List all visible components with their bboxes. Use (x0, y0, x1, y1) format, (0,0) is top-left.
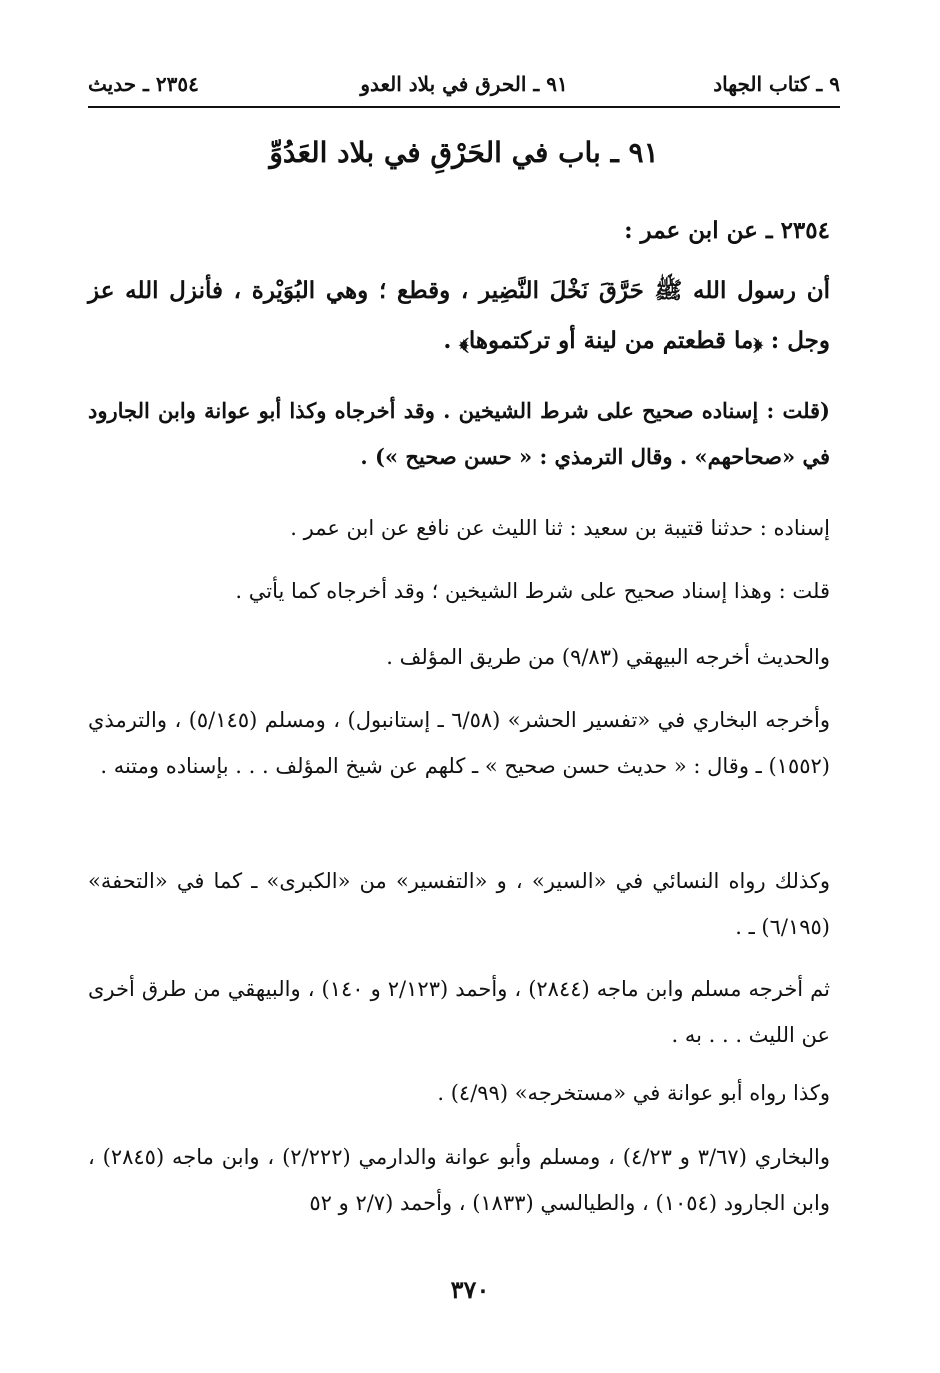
header-book-title: ٩ ـ كتاب الجهاد (713, 72, 840, 96)
running-header (88, 66, 840, 108)
hadith-text: أن رسول الله ﷺ حَرَّقَ نَخْلَ النَّضِير ، وقطع ؛ وهي البُوَيْرة ، فأنزل الله عز وجل : ﴿ما قطعتم من لينة أو تركتموها﴾ . (88, 277, 830, 354)
paragraph-muslim: ثم أخرجه مسلم وابن ماجه (٢٨٤٤) ، وأحمد (٢/١٢٣ و ١٤٠) ، والبيهقي من طرق أخرى عن الليث . . . به . (88, 977, 831, 1047)
paragraph-bukhari: وأخرجه البخاري في «تفسير الحشر» (٦/٥٨ ـ إستانبول) ، ومسلم (٥/١٤٥) ، والترمذي (١٥٥٢) ـ وقال : « حديث حسن صحيح » ـ كلهم عن شيخ المؤلف . . . بإسناده ومتنه . (88, 708, 831, 778)
header-hadith-number: ٢٣٥٤ ـ حديث (88, 72, 199, 96)
header-chapter-title: ٩١ ـ الحرق في بلاد العدو (360, 72, 568, 96)
paragraph-comment: (قلت : إسناده صحيح على شرط الشيخين . وقد أخرجاه وكذا أبو عوانة وابن الجارود في «صحاحهم» . وقال الترمذي : « حسن صحيح ») . (88, 398, 830, 469)
page-number: ٣٧٠ (450, 1275, 490, 1304)
paragraph-bayhaqi: والحديث أخرجه البيهقي (٩/٨٣) من طريق المؤلف . (386, 645, 830, 669)
hadith-intro: ٢٣٥٤ ـ عن ابن عمر : (624, 217, 830, 244)
paragraph-note: قلت : وهذا إسناد صحيح على شرط الشيخين ؛ وقد أخرجاه كما يأتي . (235, 579, 830, 603)
paragraph-nasai: وكذلك رواه النسائي في «السير» ، و «التفسير» من «الكبرى» ـ كما في «التحفة» (٦/١٩٥) ـ . (88, 869, 830, 939)
paragraph-isnad: إسناده : حدثنا قتيبة بن سعيد : ثنا الليث عن نافع عن ابن عمر . (290, 516, 830, 540)
paragraph-bukhari-2: والبخاري (٣/٦٧ و ٤/٢٣) ، ومسلم وأبو عوانة والدارمي (٢/٢٢٢) ، وابن ماجه (٢٨٤٥) ، وابن الجارود (١٠٥٤) ، والطيالسي (١٨٣٣) ، وأحمد (٢/٧ و ٥٢ (88, 1145, 830, 1215)
chapter-title: ٩١ ـ باب في الحَرْقِ في بلاد العَدُوِّ (269, 136, 659, 169)
paragraph-abu-awana: وكذا رواه أبو عوانة في «مستخرجه» (٤/٩٩) . (437, 1081, 830, 1105)
